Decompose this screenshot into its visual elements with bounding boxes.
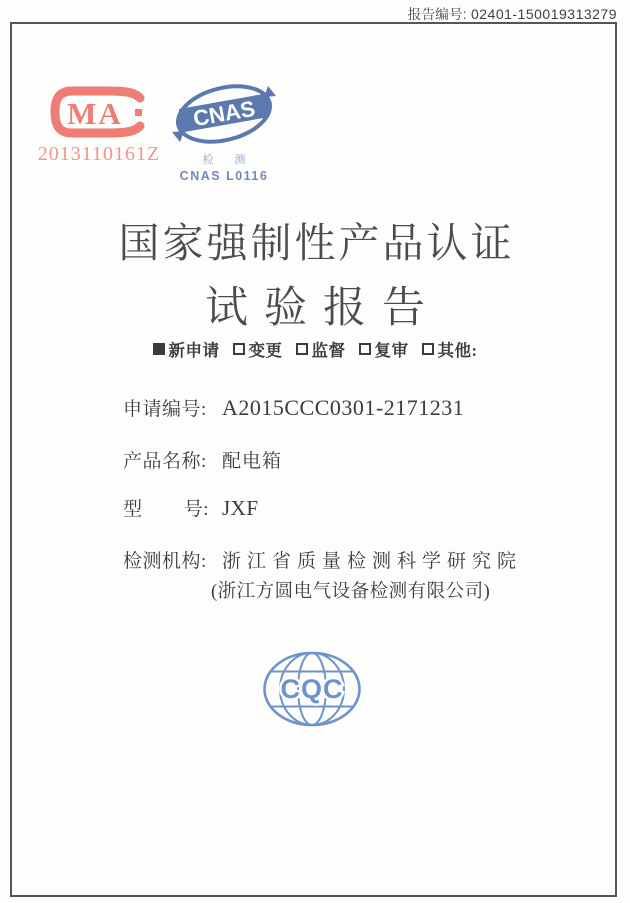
option-label: 变更	[248, 341, 283, 360]
field-label: 申请编号:	[123, 399, 207, 420]
cnas-jiance-label: 检 测	[202, 154, 255, 166]
application-type-option-new	[153, 337, 220, 361]
field-application-number	[123, 394, 464, 421]
option-label: 其他:	[437, 341, 478, 360]
application-type-option-change	[233, 337, 283, 361]
field-test-organization-line2: (浙江方圆电气设备检测有限公司)	[211, 582, 491, 602]
checkbox-icon	[153, 343, 165, 355]
option-label: 新申请	[168, 341, 220, 360]
document-title-line1: 国家强制性产品认证	[118, 220, 515, 266]
application-type-row	[0, 337, 630, 361]
report-number-label: 报告编号:	[407, 7, 467, 22]
cnas-icon	[172, 80, 276, 148]
field-test-organization	[123, 546, 522, 573]
cnas-lab-number: CNAS L0116	[179, 169, 269, 183]
svg-text:MA: MA	[67, 96, 123, 131]
field-product-name	[123, 446, 282, 473]
checkbox-icon	[359, 343, 371, 355]
cma-icon	[49, 85, 149, 139]
application-type-option-supervision	[296, 337, 346, 361]
field-value: 配电箱	[222, 451, 283, 472]
option-label: 监督	[311, 341, 346, 360]
checkbox-icon	[296, 343, 308, 355]
report-number-value: 02401-150019313279	[470, 6, 617, 22]
field-model	[123, 494, 259, 521]
field-label: 产品名称:	[123, 451, 207, 472]
application-type-option-review	[359, 337, 409, 361]
application-type-option-other	[422, 337, 478, 361]
svg-text:CNAS: CNAS	[191, 95, 257, 132]
field-value: 浙江省质量检测科学研究院	[222, 551, 523, 572]
checkbox-icon	[233, 343, 245, 355]
cma-cert-number: 2013110161Z	[37, 143, 161, 165]
field-label: 型 号:	[123, 499, 209, 520]
document-title-line2: 试验报告	[205, 285, 441, 332]
report-number	[408, 3, 617, 23]
field-value: JXF	[222, 496, 259, 520]
option-label: 复审	[374, 341, 409, 360]
cqc-icon	[262, 650, 362, 728]
checkbox-icon	[422, 343, 434, 355]
cma-logo-block	[36, 85, 162, 166]
field-label: 检测机构:	[123, 551, 207, 572]
cnas-logo-block	[170, 80, 278, 183]
svg-text:CQC: CQC	[280, 674, 344, 704]
field-value: A2015CCC0301-2171231	[222, 395, 465, 420]
